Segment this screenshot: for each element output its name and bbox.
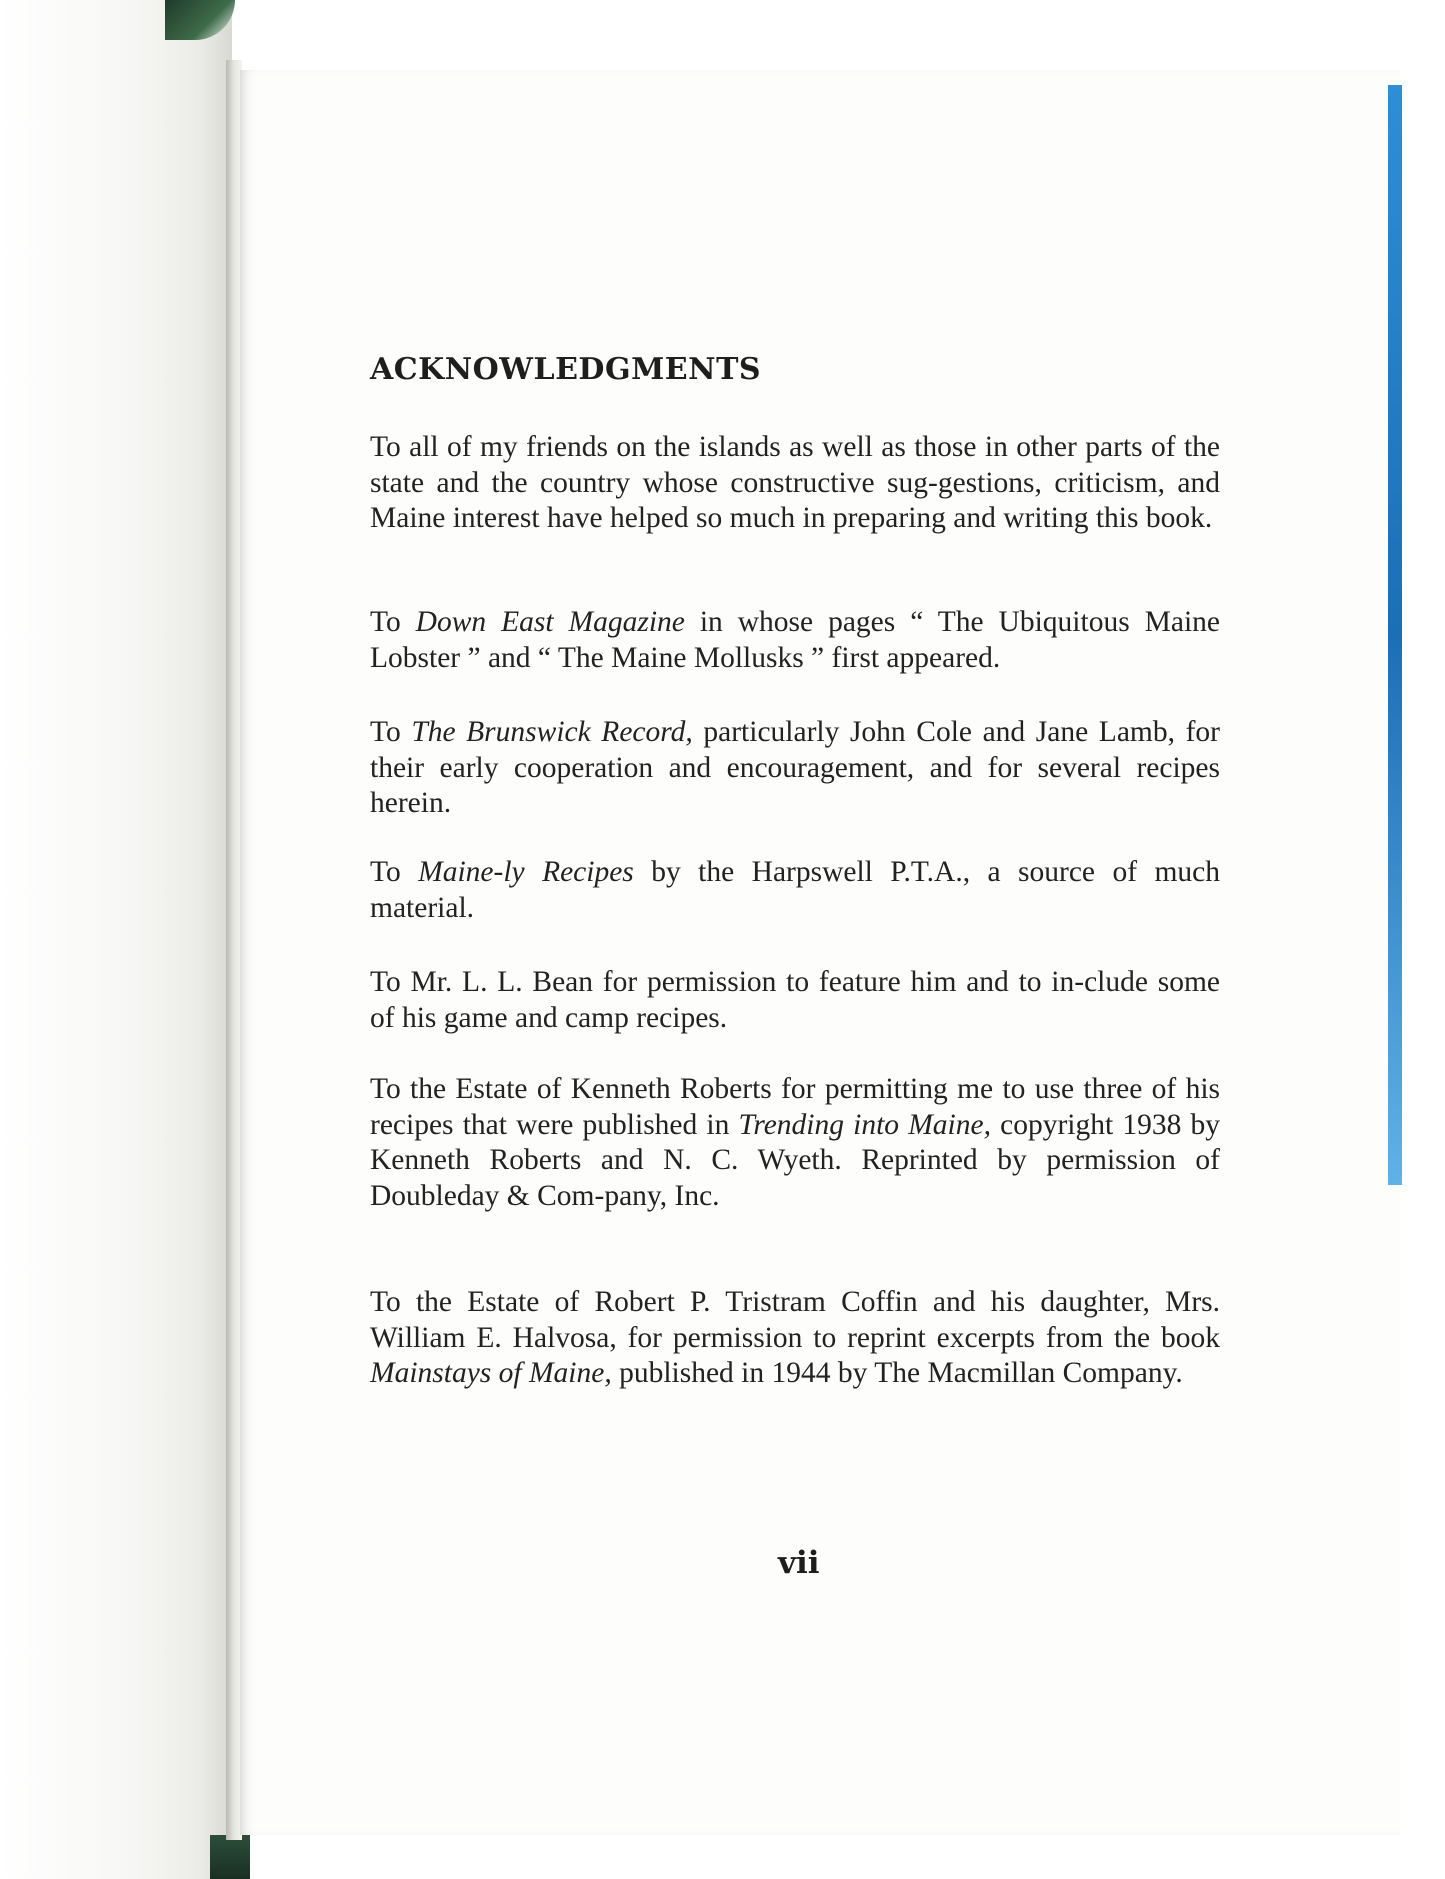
acknowledgment-paragraph — [370, 855, 1220, 926]
acknowledgment-paragraph — [370, 965, 1220, 1036]
page-heading: ACKNOWLEDGMENTS — [370, 352, 762, 387]
publication-title: The Brunswick Record, — [411, 716, 693, 748]
paragraph-text: To all of my friends on the islands as well as those in other parts of the state and the country whose constructive sug-gestions, criticism, and Maine interest have helped so much in preparing and writing this book. — [370, 431, 1220, 534]
paragraph-text: in whose pages “ The Ubiquitous Maine Lobster ” and “ The Maine Mollusks ” first appeared. — [370, 606, 1220, 674]
paragraph-text: To — [370, 606, 416, 638]
publication-title: Maine-ly Recipes — [418, 856, 634, 888]
paragraph-text: To — [370, 856, 419, 888]
acknowledgment-paragraph — [370, 715, 1220, 822]
paragraph-text: particularly John Cole and Jane Lamb, for their early cooperation and encouragement, and for several recipes herein. — [370, 716, 1220, 819]
paragraph-text: To the Estate of Robert P. Tristram Coffin and his daughter, Mrs. William E. Halvosa, for permission to reprint excerpts from the book — [370, 1286, 1220, 1354]
acknowledgment-paragraph — [370, 1285, 1220, 1392]
right-page — [240, 70, 1400, 1835]
acknowledgment-paragraph — [370, 605, 1220, 676]
book-cover-edge — [1388, 85, 1402, 1185]
paragraph-text: To the Estate of Kenneth Roberts for permitting me to use three of his recipes that were published in — [370, 1073, 1220, 1141]
paragraph-text: To — [370, 716, 412, 748]
acknowledgment-paragraph — [370, 1072, 1220, 1214]
page-number: vii — [778, 1545, 820, 1581]
paragraph-text: copyright 1938 by Kenneth Roberts and N. C. Wyeth. Reprinted by permission of Doubleday & Com-pany, Inc. — [370, 1108, 1220, 1212]
paragraph-text: To Mr. L. L. Bean for permission to feature him and to in-clude some of his game and camp recipes. — [370, 966, 1220, 1034]
paragraph-text: published in 1944 by The Macmillan Company. — [611, 1357, 1183, 1389]
acknowledgment-paragraph — [370, 430, 1220, 537]
publication-title: Mainstays of Maine, — [370, 1357, 612, 1389]
book-cover-corner-bottom — [210, 1835, 250, 1879]
publication-title: Trending into Maine, — [738, 1108, 991, 1141]
publication-title: Down East Magazine — [415, 606, 685, 638]
left-page — [0, 0, 232, 1879]
paragraph-text: by the Harpswell P.T.A., a source of much material. — [370, 856, 1221, 924]
